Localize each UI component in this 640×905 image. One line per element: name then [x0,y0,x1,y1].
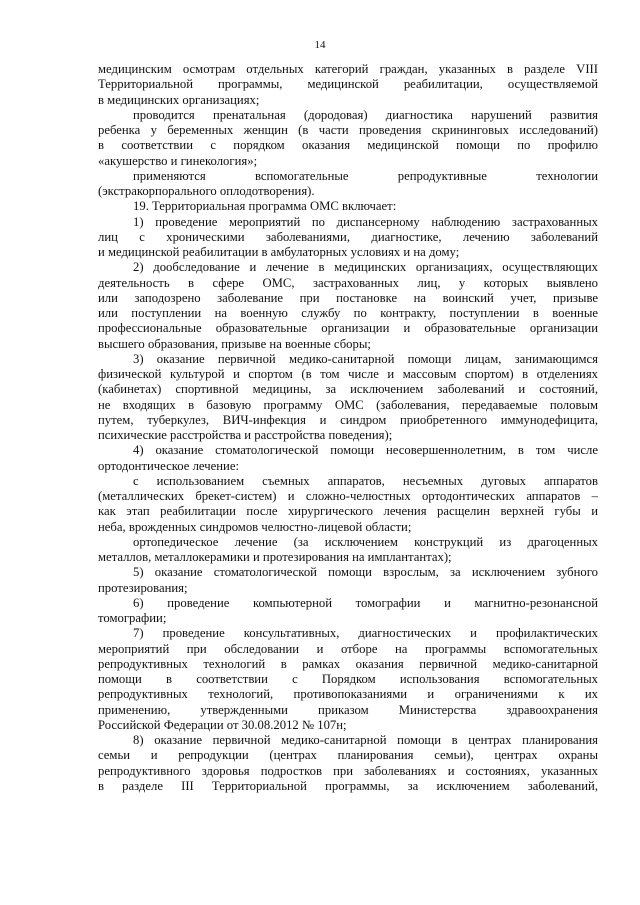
text-line: семьи и репродукции (центрах планирования семьи), центрах охраны [98,748,598,763]
text-line: или поступлении на военную службу по контракту, поступлении в военные [98,306,598,320]
text-line: Территориальной программы, медицинской реабилитации, осуществляемой [98,77,598,92]
text-line: томографии; [98,611,167,625]
text-line: «акушерство и гинекология»; [98,153,258,168]
text-line: 1) проведение мероприятий по диспансерному наблюдению застрахованных [133,214,598,229]
text-line: неба, врожденных синдромов челюстно-лицевой области; [98,519,412,534]
text-line: металлов, металлокерамики и протезирования на имплантантах); [98,550,452,564]
text-line: 8) оказание первичной медико-санитарной помощи в центрах планирования [133,733,598,747]
text-line: ребенка у беременных женщин (в части проведения скрининговых исследований) [98,123,598,137]
text-line: Российской Федерации от 30.08.2012 № 107н; [98,717,347,732]
text-line: репродуктивного здоровья подростков при заболеваниях и состояниях, указанных [98,763,598,778]
text-line: профессиональные образовательные организации и образовательные организации [98,321,598,336]
text-line: в соответствии с порядком оказания медицинской помощи по профилю [98,138,598,153]
text-line: 19. Территориальная программа ОМС включает: [133,199,397,214]
text-line: как этап реабилитации после хирургического лечения расщелин верхней губы и [98,504,598,519]
text-line: помощи в соответствии с Порядком использования вспомогательных [98,672,598,686]
text-line: деятельность в сфере ОМС, застрахованных лиц, у которых выявлено [98,275,598,290]
text-line: медицинским осмотрам отдельных категорий граждан, указанных в разделе VIII [98,62,598,76]
text-line: психические расстройства и расстройства поведения); [98,428,393,442]
text-line: лиц с хроническими заболеваниями, диагностике, лечению заболеваний [98,229,598,244]
page-number: 14 [314,39,326,51]
text-line: 6) проведение компьютерной томографии и магнитно-резонансной [133,595,598,610]
document-body [98,62,598,794]
text-line: проводится пренатальная (дородовая) диагностика нарушений развития [133,107,598,122]
text-line: репродуктивных технологий в рамках оказания первичной медико-санитарной [98,656,598,671]
text-line: ортодонтическое лечение: [98,458,239,473]
text-line: не входящих в базовую программу ОМС (заболевания, передаваемые половым [98,397,598,412]
text-line: 5) оказание стоматологической помощи взрослым, за исключением зубного [133,565,598,580]
text-line: протезирования; [98,580,188,595]
text-line: 7) проведение консультативных, диагностических и профилактических [133,626,598,641]
text-line: (экстракорпорального оплодотворения). [98,184,315,198]
text-line: высшего образования, призыве на военные сборы; [98,336,371,351]
text-line: с использованием съемных аппаратов, несъемных дуговых аппаратов [133,473,598,488]
text-line: физической культурой и спортом (в том числе и массовым спортом) в отделениях [98,367,598,381]
text-line: (металлических брекет-систем) и сложно-челюстных ортодонтических аппаратов – [98,489,598,503]
text-line: в разделе III Территориальной программы, за исключением заболеваний, [98,778,598,793]
text-line: путем, туберкулез, ВИЧ-инфекция и синдром приобретенного иммунодефицита, [98,412,598,427]
text-line: применяются вспомогательные репродуктивные технологии [133,168,598,183]
text-line: (кабинетах) спортивной медицины, за исключением заболеваний и состояний, [98,382,598,397]
text-line: 3) оказание первичной медико-санитарной помощи лицам, занимающимся [133,351,598,366]
text-line: 4) оказание стоматологической помощи несовершеннолетним, в том числе [133,443,598,458]
text-line: ортопедическое лечение (за исключением конструкций из драгоценных [133,534,598,549]
text-line: 2) дообследование и лечение в медицинских организациях, осуществляющих [133,260,598,275]
text-line: в медицинских организациях; [98,92,260,107]
text-line: репродуктивных технологий, противопоказаниями и ограничениями к их [98,687,598,702]
text-line: или заподозрено заболевание при постановке на воинский учет, призыве [98,290,598,305]
text-line: применению, утвержденными приказом Министерства здравоохранения [98,702,598,717]
text-line: мероприятий при обследовании и отборе на программы вспомогательных [98,641,598,656]
text-line: и медицинской реабилитации в амбулаторных условиях и на дому; [98,245,460,259]
